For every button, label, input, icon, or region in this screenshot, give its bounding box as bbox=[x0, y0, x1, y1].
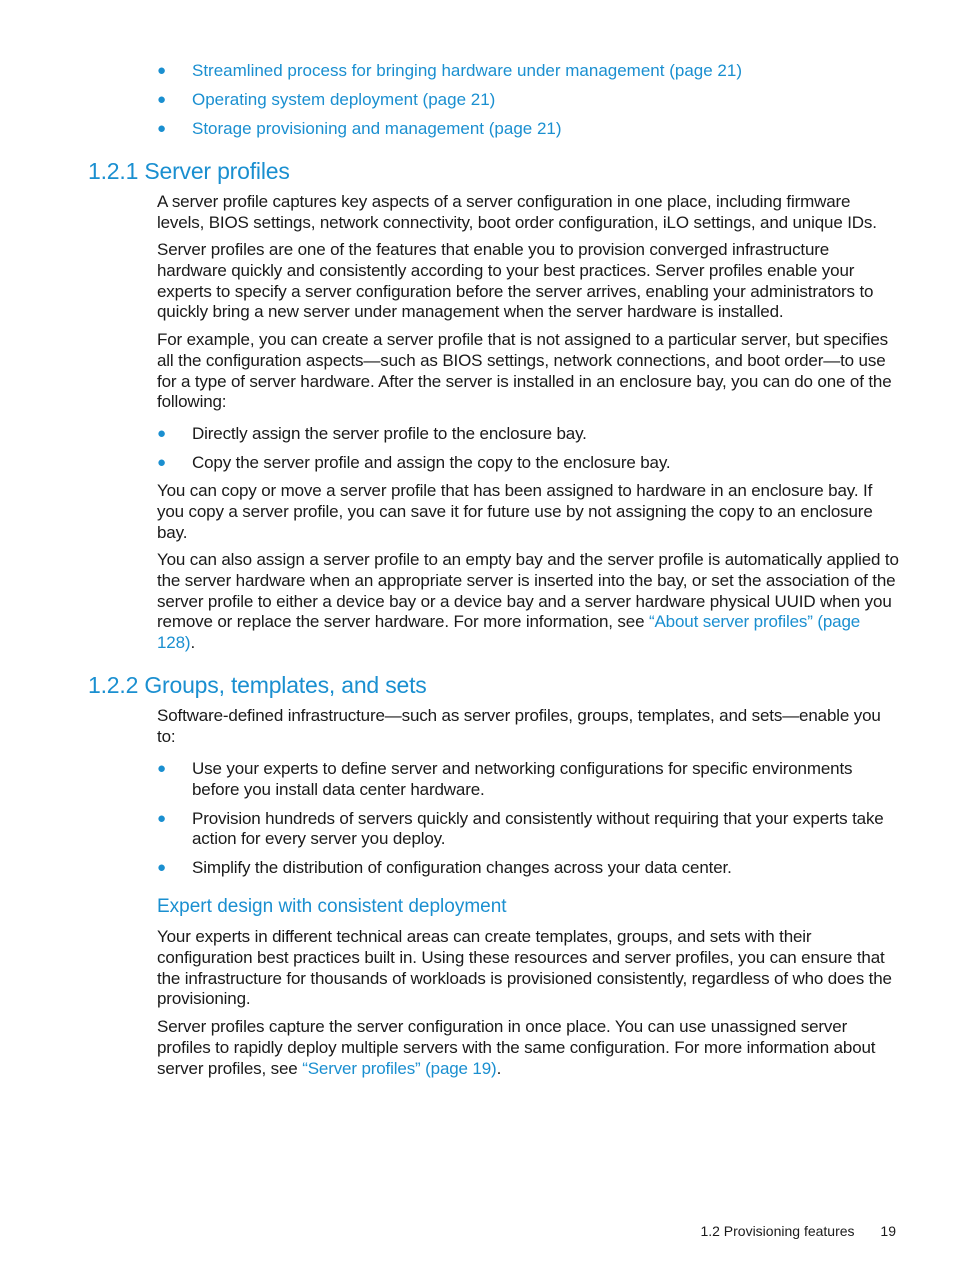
intro-link-list bbox=[157, 59, 899, 146]
paragraph: Your experts in different technical areas can create templates, groups, and sets with their configuration best practices built in. Using these resources and server profiles, you can ensure that the infrastructure for thousands of workloads is provisioned consistently, regardless of who does the provisioning. bbox=[157, 927, 892, 1009]
list-item bbox=[157, 858, 899, 879]
intro-link[interactable]: Operating system deployment (page 21) bbox=[192, 90, 496, 109]
dot-bullet-icon: ● bbox=[157, 425, 166, 442]
dot-bullet-icon: ● bbox=[157, 859, 166, 877]
list-item-text: Simplify the distribution of configuration changes across your data center. bbox=[192, 858, 732, 878]
list-item-text: Provision hundreds of servers quickly and consistently without requiring that your experts take action for every server you deploy. bbox=[192, 808, 884, 849]
page-footer bbox=[700, 1222, 896, 1240]
paragraph: A server profile captures key aspects of a server configuration in one place, including firmware levels, BIOS settings, network connectivity, boot order configuration, iLO settings, and unique IDs. bbox=[157, 192, 877, 232]
intro-link[interactable]: Streamlined process for bringing hardware under management (page 21) bbox=[192, 61, 742, 80]
dot-bullet-icon: ● bbox=[157, 809, 166, 827]
section-heading-groups-templates-sets: 1.2.2 Groups, templates, and sets bbox=[88, 672, 427, 698]
dot-bullet-icon: ● bbox=[157, 454, 166, 471]
list-item bbox=[157, 759, 899, 801]
footer-section-title: 1.2 Provisioning features bbox=[700, 1223, 855, 1239]
dot-bullet-icon: ● bbox=[157, 760, 166, 777]
paragraph-end: . bbox=[496, 1058, 502, 1078]
paragraph-text: You can also assign a server profile to an empty bay and the server profile is automatically applied to the server hardware when an appropriate server is inserted into the bay, or set the association of the server profile to either a device bay or a device bay and a server hardware physical UUID when you remove or replace the server hardware. For more information, see bbox=[157, 550, 899, 632]
intro-link[interactable]: Storage provisioning and management (page 21) bbox=[192, 119, 562, 138]
list-item-text: Directly assign the server profile to the enclosure bay. bbox=[192, 424, 587, 443]
list-item bbox=[157, 809, 899, 851]
paragraph: Software-defined infrastructure—such as server profiles, groups, templates, and sets—enable you to: bbox=[157, 706, 881, 746]
list-item bbox=[157, 453, 899, 474]
paragraph bbox=[157, 1017, 899, 1079]
page-number: 19 bbox=[880, 1223, 896, 1239]
list-item bbox=[157, 424, 899, 453]
dot-bullet-icon: ● bbox=[157, 91, 167, 108]
paragraph: Server profiles are one of the features that enable you to provision converged infrastructure hardware quickly and consistently according to your best practices. Server profiles enable your experts to specify a server configuration before the server arrives, enabling your administrators to quickly bring a new server under management when the server hardware is installed. bbox=[157, 240, 874, 322]
dot-bullet-icon: ● bbox=[157, 120, 167, 137]
dot-bullet-icon: ● bbox=[157, 62, 167, 79]
list-item bbox=[157, 59, 899, 88]
list-item-text: Copy the server profile and assign the copy to the enclosure bay. bbox=[192, 453, 671, 472]
list-item bbox=[157, 88, 899, 117]
server-profiles-link[interactable]: “Server profiles” (page 19) bbox=[302, 1058, 497, 1078]
bullet-list bbox=[157, 759, 899, 879]
section-heading-server-profiles: 1.2.1 Server profiles bbox=[88, 158, 290, 184]
paragraph: For example, you can create a server profile that is not assigned to a particular server, but specifies all the configuration aspects—such as BIOS settings, network connections, and boot order—to use for a type of server hardware. After the server is installed in an enclosure bay, you can do one of the following: bbox=[157, 330, 892, 412]
paragraph bbox=[157, 550, 899, 654]
list-item-text: Use your experts to define server and networking configurations for specific environments before you install data center hardware. bbox=[192, 759, 853, 799]
sub-heading-expert-design: Expert design with consistent deployment bbox=[157, 896, 507, 917]
about-server-profiles-link[interactable]: “About server profiles” (page 128) bbox=[157, 612, 861, 653]
list-item bbox=[157, 117, 899, 146]
paragraph-text: Server profiles capture the server configuration in once place. You can use unassigned server profiles to rapidly deploy multiple servers with the same configuration. For more information about server profiles, see bbox=[157, 1017, 876, 1078]
paragraph-end: . bbox=[190, 633, 196, 653]
bullet-list bbox=[157, 424, 899, 474]
paragraph: You can copy or move a server profile that has been assigned to hardware in an enclosure bay. If you copy a server profile, you can save it for future use by not assigning the copy to an enclosure bay. bbox=[157, 481, 873, 542]
